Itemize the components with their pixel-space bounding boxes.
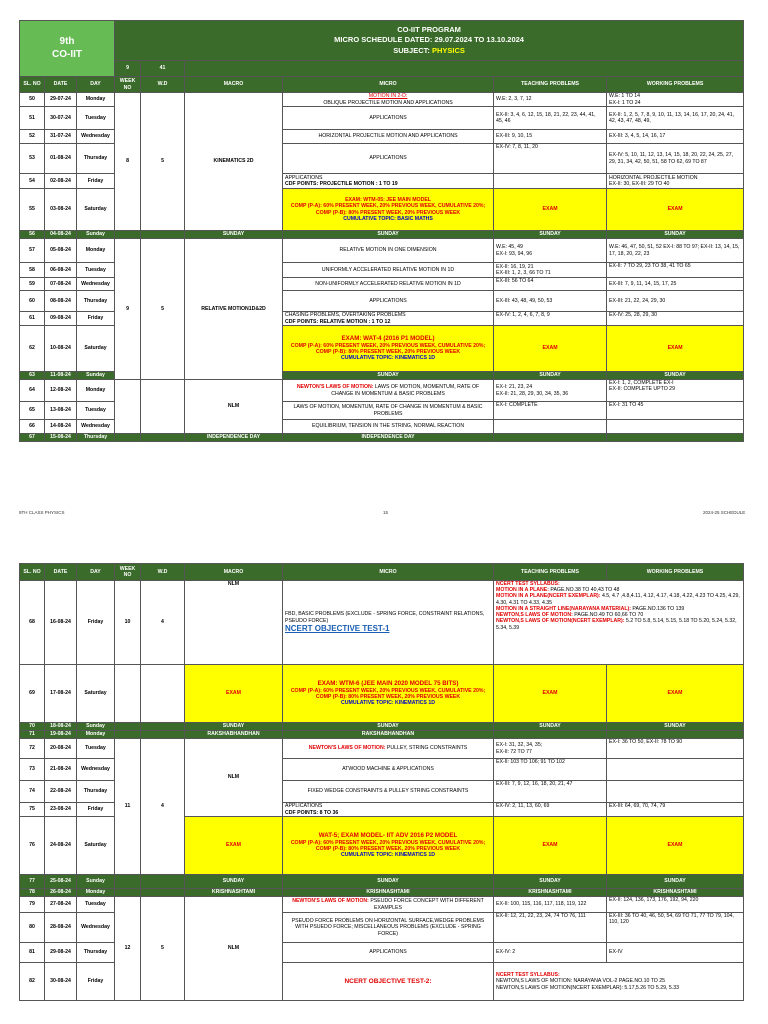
- table-cell: Sunday: [77, 875, 115, 889]
- table-cell: 64: [20, 380, 45, 402]
- table-cell: 30-08-24: [45, 963, 77, 1001]
- table-cell: 75: [20, 803, 45, 817]
- table-cell: Friday: [77, 963, 115, 1001]
- table-cell: 04-08-24: [45, 231, 77, 239]
- table-cell: 76: [20, 817, 45, 875]
- table-cell: TEACHING PROBLEMS: [494, 564, 607, 581]
- table-cell: 73: [20, 759, 45, 781]
- program-logo: 9th CO-IIT: [20, 21, 115, 77]
- table-cell: EX-IV: 1, 2, 4, 6, 7, 8, 9: [494, 312, 607, 326]
- table-cell: SL. NO: [20, 564, 45, 581]
- column-header-row: [20, 77, 744, 93]
- table-cell: Saturday: [77, 817, 115, 875]
- table-cell: [607, 420, 744, 434]
- table-cell: KRISHNASHTAMI: [494, 889, 607, 897]
- table-cell: MACRO: [185, 564, 283, 581]
- table-cell: 4: [141, 739, 185, 875]
- table-cell: EXAM: [185, 665, 283, 723]
- table-cell: SUNDAY: [494, 875, 607, 889]
- table-cell: EX-II: 12, 21, 22, 23, 24, 74 TO 76, 111: [494, 913, 607, 943]
- table-cell: EXAM: [607, 817, 744, 875]
- table-cell: LAWS OF MOTION, MOMENTUM, RATE OF CHANGE IN MOMENTUM & BASIC PROBLEMS: [283, 402, 494, 420]
- table-cell: 81: [20, 943, 45, 963]
- table-cell: 11: [115, 739, 141, 875]
- table-cell: EXAM: [494, 326, 607, 372]
- table-cell: 68: [20, 581, 45, 665]
- table-cell: 12: [115, 897, 141, 1001]
- table-cell: 54: [20, 174, 45, 189]
- table-cell: EX-II: 103 TO 106; 91 TO 102: [494, 759, 607, 781]
- table-cell: CHASING PROBLEMS, OVERTAKING PROBLEMS CDF POINTS: RELATIVE MOTION : 1 TO 12: [283, 312, 494, 326]
- table-cell: APPLICATIONS CDF POINTS: 8 TO 36: [283, 803, 494, 817]
- holiday-row: [20, 731, 744, 739]
- table-cell: WEEK NO: [115, 564, 141, 581]
- table-cell: Sunday: [77, 723, 115, 731]
- table-cell: KRISHNASHTAMI: [283, 889, 494, 897]
- table-cell: Friday: [77, 312, 115, 326]
- ncert-syllabus-2: NCERT TEST SYLLABUS: NEWTON,S LAWS OF MOTION: NARAYANA VOL-2 PAGE.NO.10 TO 25 NEWTON,S LAWS OF MOTION(NCERT EXEMPLAR): 5.17,5.26 TO 5.29, 5.33: [494, 963, 744, 1001]
- table-cell: [494, 174, 607, 189]
- footer-right: 2024-25 SCHEDULE: [703, 510, 746, 515]
- col-sl: SL. NO: [20, 77, 45, 93]
- table-cell: 29-08-24: [45, 943, 77, 963]
- table-cell: EX-III: 43, 48, 49, 50, 53: [494, 291, 607, 312]
- col-day: DAY: [77, 77, 115, 93]
- table-cell: [115, 731, 141, 739]
- table-cell: [141, 434, 185, 442]
- table-cell: APPLICATIONS: [283, 943, 494, 963]
- table-row: [20, 897, 744, 913]
- table-cell: NLM: [185, 739, 283, 817]
- holiday-row: [20, 434, 744, 442]
- table-cell: Tuesday: [77, 739, 115, 759]
- table-cell: Thursday: [77, 943, 115, 963]
- table-cell: [607, 781, 744, 803]
- table-cell: EX-I: 31, 32, 34, 35; EX-II: 72 TO 77: [494, 739, 607, 759]
- table-cell: 14-08-24: [45, 420, 77, 434]
- table-cell: EX-I: 21, 23, 24 EX-II: 21, 28, 29, 30, 34, 35, 36: [494, 380, 607, 402]
- table-cell: 03-08-24: [45, 189, 77, 231]
- col-working: WORKING PROBLEMS: [607, 77, 744, 93]
- table-cell: INDEPENDENCE DAY: [185, 434, 283, 442]
- table-cell: 25-08-24: [45, 875, 77, 889]
- table-cell: NLM: [185, 380, 283, 434]
- table-cell: Monday: [77, 239, 115, 263]
- table-cell: SUNDAY: [283, 372, 494, 380]
- table-cell: 67: [20, 434, 45, 442]
- table-cell: WORKING PROBLEMS: [607, 564, 744, 581]
- table-cell: 53: [20, 144, 45, 174]
- table-cell: RAKSHABHANDHAN: [185, 731, 283, 739]
- table-cell: 02-08-24: [45, 174, 77, 189]
- table-cell: [494, 731, 607, 739]
- table-cell: HORIZONTAL PROJECTILE MOTION EX-II: 30, EX-III: 29 TO 40: [607, 174, 744, 189]
- table-cell: 61: [20, 312, 45, 326]
- table-cell: 58: [20, 263, 45, 278]
- table-cell: [185, 61, 744, 77]
- table-cell: [494, 420, 607, 434]
- schedule-dates: MICRO SCHEDULE DATED: 29.07.2024 TO 13.10.2024: [334, 35, 524, 45]
- sunday-row: [20, 231, 744, 239]
- table-cell: EX-IV: 25, 28, 29, 30: [607, 312, 744, 326]
- table-cell: W.E: 45, 49 EX-I: 93, 94, 96: [494, 239, 607, 263]
- table-cell: SUNDAY: [494, 231, 607, 239]
- table-cell: Saturday: [77, 326, 115, 372]
- table-cell: 4: [141, 581, 185, 665]
- table-cell: Sunday: [77, 372, 115, 380]
- table-cell: EX-II: 16, 19, 21 EX-III: 1, 2, 3, 66 TO 71: [494, 263, 607, 278]
- col-wd: W.D: [141, 77, 185, 93]
- ncert-test-1-link[interactable]: NCERT OBJECTIVE TEST-1: [285, 623, 390, 633]
- table-cell: HORIZONTAL PROJECTILE MOTION AND APPLICATIONS: [283, 130, 494, 144]
- table-cell: 9: [115, 239, 141, 380]
- macro-relative: RELATIVE MOTION1D&2D: [185, 239, 283, 380]
- table-cell: [115, 231, 141, 239]
- table-cell: 10: [115, 581, 141, 665]
- table-cell: W.E: 2, 3, 7, 12: [494, 93, 607, 107]
- table-cell: FBD, BASIC PROBLEMS (EXCLUDE - SPRING FORCE, CONSTRAINT RELATIONS, PSEUDO FORCE) NCERT OBJECTIVE TEST-1: [283, 581, 494, 665]
- table-cell: 59: [20, 278, 45, 291]
- table-cell: 22-08-24: [45, 781, 77, 803]
- sunday-row: [20, 723, 744, 731]
- table-cell: [141, 231, 185, 239]
- table-cell: NEWTON'S LAWS OF MOTION: LAWS OF MOTION, MOMENTUM, RATE OF CHANGE IN MOMENTUM & BASIC PROBLEMS: [283, 380, 494, 402]
- table-cell: EQUILIBRIUM, TENSION IN THE STRING, NORMAL REACTION: [283, 420, 494, 434]
- table-cell: APPLICATIONS CDF POINTS: PROJECTILE MOTION : 1 TO 19: [283, 174, 494, 189]
- table-cell: [115, 875, 141, 889]
- program-header: [115, 21, 744, 61]
- exam-wtm6: EXAM: WTM-6 (JEE MAIN 2020 MODEL 75 BITS) COMP (P-A): 60% PRESENT WEEK, 20% PREVIOUS WEEK, CUMULATIVE 20%; COMP (P-B): 80% PRESENT WEEK, 20% PREVIOUS WEEK CUMULATIVE TOPIC: KINEMATICS 1D: [283, 665, 494, 723]
- table-cell: 23-08-24: [45, 803, 77, 817]
- table-cell: EX-III: 36 TO 40, 46, 50, 54, 69 TO 71, 77 TO 79, 104, 110, 120: [607, 913, 744, 943]
- table-cell: NLM: [185, 897, 283, 1001]
- table-cell: Monday: [77, 380, 115, 402]
- table-row: [20, 581, 744, 665]
- table-cell: EX-IV: [607, 943, 744, 963]
- table-cell: 29-07-24: [45, 93, 77, 107]
- table-cell: EX-IV: 2, 11, 13, 60, 69: [494, 803, 607, 817]
- table-cell: 09-08-24: [45, 312, 77, 326]
- table-cell: 62: [20, 326, 45, 372]
- col-week: WEEK NO: [115, 77, 141, 93]
- table-cell: RELATIVE MOTION IN ONE DIMENSION: [283, 239, 494, 263]
- table-cell: EXAM: [185, 817, 283, 875]
- table-cell: EX-II: 7 TO 29, 23 TO 38, 41 TO 65: [607, 263, 744, 278]
- table-cell: EXAM: [607, 189, 744, 231]
- col-macro: MACRO: [185, 77, 283, 93]
- table-cell: MOTION IN 2-D: OBLIQUE PROJECTILE MOTION AND APPLICATIONS: [283, 93, 494, 107]
- table-cell: 55: [20, 189, 45, 231]
- table-cell: Wednesday: [77, 913, 115, 943]
- table-cell: SUNDAY: [185, 231, 283, 239]
- table-cell: W.E: 1 TO 14 EX-I: 1 TO 24: [607, 93, 744, 107]
- table-cell: NON-UNIFORMLY ACCELERATED RELATIVE MOTION IN 1D: [283, 278, 494, 291]
- table-cell: EXAM: [494, 189, 607, 231]
- table-cell: [141, 889, 185, 897]
- holiday-row: [20, 889, 744, 897]
- table-cell: FIXED WEDGE CONSTRAINTS & PULLEY STRING CONSTRAINTS: [283, 781, 494, 803]
- table-cell: Wednesday: [77, 278, 115, 291]
- table-cell: [141, 731, 185, 739]
- table-cell: 77: [20, 875, 45, 889]
- table-cell: EXAM: [607, 326, 744, 372]
- table-cell: ATWOOD MACHINE & APPLICATIONS: [283, 759, 494, 781]
- week-total: 9: [115, 61, 141, 77]
- col-teaching: TEACHING PROBLEMS: [494, 77, 607, 93]
- table-cell: EX-III: 56 TO 64: [494, 278, 607, 291]
- table-cell: 30-07-24: [45, 107, 77, 130]
- table-cell: Monday: [77, 889, 115, 897]
- table-cell: SUNDAY: [283, 231, 494, 239]
- ncert-syllabus-1: NCERT TEST SYLLABUS: MOTION IN A PLANE: PAGE.NO.38 TO 40,43 TO 48 MOTION IN A PLANE(NCERT EXEMPLAR): 4.5, 4.7 ,4.8,4.11, 4.12, 4.17, 4.18, 4.22, 4.23 TO 4.25, 4.29, 4.30, 4.31 TO 4.33, 4.35 MOTION IN A STRAIGHT LINE(NARAYANA MATERIAL): PAGE.NO.136 TO 139 NEWTON,S LAWS OF MOTION: PAGE.NO.49 TO 60,66 TO 70 NEWTON,S LAWS OF MOTION(NCERT EXEMPLAR): 5.2 TO 5.8, 5.14, 5.15, 5.18 TO 5.20, 5.24, 5.32, 5.34, 5.39: [494, 581, 744, 665]
- table-cell: 69: [20, 665, 45, 723]
- table-cell: INDEPENDENCE DAY: [283, 434, 494, 442]
- exam-row: [20, 665, 744, 723]
- table-cell: Thursday: [77, 434, 115, 442]
- program-title: CO-IIT PROGRAM: [397, 24, 461, 34]
- table-cell: 06-08-24: [45, 263, 77, 278]
- subject-line: SUBJECT: PHYSICS: [393, 45, 465, 55]
- table-cell: EX-I: 36 TO 50, EX-II: 78 TO 90: [607, 739, 744, 759]
- footer-page: 15: [383, 510, 389, 515]
- table-cell: EX-I: 1, 2, COMPLETE EX-I EX-II: COMPLETE UPTO 29: [607, 380, 744, 402]
- table-cell: EX-IV: 5, 10, 11, 12, 13, 14, 15, 18, 20, 22, 24, 25, 27, 29, 31, 34, 42, 50, 51, 58 TO 62, 69 TO 87: [607, 144, 744, 174]
- table-cell: SUNDAY: [607, 231, 744, 239]
- table-cell: [607, 731, 744, 739]
- table-cell: UNIFORMLY ACCELERATED RELATIVE MOTION IN 1D: [283, 263, 494, 278]
- table-cell: 18-08-24: [45, 723, 77, 731]
- table-cell: [115, 723, 141, 731]
- table-cell: SUNDAY: [607, 875, 744, 889]
- table-row: [20, 93, 744, 107]
- table-cell: 63: [20, 372, 45, 380]
- table-cell: 5: [141, 93, 185, 231]
- table-cell: Thursday: [77, 781, 115, 803]
- exam-wat4: EXAM: WAT-4 (2016 P1 MODEL) COMP (P-A): 60% PRESENT WEEK, 20% PREVIOUS WEEK, CUMULATIVE 20%; COMP (P-B): 80% PRESENT WEEK, 20% PREVIOUS WEEK CUMULATIVE TOPIC: KINEMATICS 1D: [283, 326, 494, 372]
- table-cell: EX-IV: 2: [494, 943, 607, 963]
- table-cell: KRISHNASHTAMI: [185, 889, 283, 897]
- table-cell: 50: [20, 93, 45, 107]
- sunday-row: [20, 875, 744, 889]
- table-cell: 15-08-24: [45, 434, 77, 442]
- table-cell: 65: [20, 402, 45, 420]
- table-cell: EX-IV: 7, 8, 11, 20: [494, 144, 607, 174]
- table-cell: 74: [20, 781, 45, 803]
- table-cell: SUNDAY: [494, 372, 607, 380]
- table-cell: 52: [20, 130, 45, 144]
- table-cell: EX-I: COMPLETE: [494, 402, 607, 420]
- table-cell: 11-08-24: [45, 372, 77, 380]
- table-cell: NEWTON'S LAWS OF MOTION: PSEUDO FORCE CONCEPT WITH DIFFERENT EXAMPLES: [283, 897, 494, 913]
- table-cell: EX-III: 7, 9, 11, 14, 15, 17, 25: [607, 278, 744, 291]
- table-cell: 79: [20, 897, 45, 913]
- table-cell: [141, 723, 185, 731]
- table-cell: SUNDAY: [494, 723, 607, 731]
- table-cell: Wednesday: [77, 759, 115, 781]
- table-cell: Monday: [77, 731, 115, 739]
- table-cell: APPLICATIONS: [283, 144, 494, 174]
- table-cell: Friday: [77, 174, 115, 189]
- table-cell: 78: [20, 889, 45, 897]
- table-row: [20, 380, 744, 402]
- table-cell: SUNDAY: [607, 723, 744, 731]
- table-cell: [494, 434, 607, 442]
- table-cell: 56: [20, 231, 45, 239]
- table-cell: EX-III: 3, 4, 5, 14, 16, 17: [607, 130, 744, 144]
- table-cell: EX-III: 21, 22, 24, 29, 30: [607, 291, 744, 312]
- table-cell: Wednesday: [77, 130, 115, 144]
- table-cell: [115, 434, 141, 442]
- table-cell: 82: [20, 963, 45, 1001]
- table-cell: 8: [115, 93, 141, 231]
- table-cell: Tuesday: [77, 897, 115, 913]
- table-cell: 17-08-24: [45, 665, 77, 723]
- table-cell: PSEUDO FORCE PROBLEMS ON HORIZONTAL SURFACE,WEDGE PROBLEMS WITH PSUEDO FORCE; MISCELLANEOUS PROBLEMS (EXCLUDE - SPRING FORCE): [283, 913, 494, 943]
- table-cell: 51: [20, 107, 45, 130]
- table-cell: APPLICATIONS: [283, 291, 494, 312]
- table-cell: 13-08-24: [45, 402, 77, 420]
- table-row: [20, 239, 744, 263]
- table-cell: NEWTON'S LAWS OF MOTION: PULLEY, STRING CONSTRAINTS: [283, 739, 494, 759]
- table-cell: EXAM: [494, 817, 607, 875]
- table-cell: [607, 759, 744, 781]
- table-cell: EX-III: 9, 10, 15: [494, 130, 607, 144]
- exam-wat5: WAT-5; EXAM MODEL- IIT ADV 2016 P2 MODEL COMP (P-A): 60% PRESENT WEEK, 20% PREVIOUS WEEK, CUMULATIVE 20%; COMP (P-B): 80% PRESENT WEEK, 20% PREVIOUS WEEK CUMULATIVE TOPIC: KINEMATICS 1D: [283, 817, 494, 875]
- table-cell: 24-08-24: [45, 817, 77, 875]
- table-cell: [141, 380, 185, 434]
- table-cell: EX-II: 3, 4, 6, 12, 15, 18, 21, 22, 23, 44, 41, 45, 46: [494, 107, 607, 130]
- table-cell: [115, 380, 141, 434]
- table-cell: 57: [20, 239, 45, 263]
- table-cell: Tuesday: [77, 402, 115, 420]
- table-cell: 20-08-24: [45, 739, 77, 759]
- table-cell: EX-II: 100, 115, 116, 117, 118, 119, 122: [494, 897, 607, 913]
- table-cell: EX-II: 1, 2, 5, 7, 8, 9, 10, 11, 13, 14, 16, 17, 20, 24, 41, 42, 43, 47, 48, 49,: [607, 107, 744, 130]
- table-cell: Sunday: [77, 231, 115, 239]
- table-cell: EXAM: [494, 665, 607, 723]
- table-cell: 27-08-24: [45, 897, 77, 913]
- table-cell: 01-08-24: [45, 144, 77, 174]
- col-micro: MICRO: [283, 77, 494, 93]
- table-cell: DATE: [45, 564, 77, 581]
- table-cell: EXAM: [607, 665, 744, 723]
- table-cell: 12-08-24: [45, 380, 77, 402]
- table-cell: [141, 875, 185, 889]
- table-cell: 66: [20, 420, 45, 434]
- table-cell: 70: [20, 723, 45, 731]
- table-cell: Thursday: [77, 144, 115, 174]
- table-cell: KRISHNASHTAMI: [607, 889, 744, 897]
- table-cell: 71: [20, 731, 45, 739]
- column-header-row: [20, 564, 744, 581]
- table-cell: 72: [20, 739, 45, 759]
- table-cell: 5: [141, 897, 185, 1001]
- schedule-table-page-1: [19, 20, 744, 442]
- table-cell: 60: [20, 291, 45, 312]
- table-cell: SUNDAY: [185, 723, 283, 731]
- table-cell: 31-07-24: [45, 130, 77, 144]
- table-cell: 80: [20, 913, 45, 943]
- macro-kinematics: KINEMATICS 2D: [185, 93, 283, 231]
- table-cell: 19-08-24: [45, 731, 77, 739]
- table-cell: SUNDAY: [607, 372, 744, 380]
- table-cell: EX-III: 7, 9, 12, 16, 18, 20, 21, 47: [494, 781, 607, 803]
- table-cell: 10-08-24: [45, 326, 77, 372]
- table-cell: 07-08-24: [45, 278, 77, 291]
- ncert-test-2-label: NCERT OBJECTIVE TEST-2:: [283, 963, 494, 1001]
- table-cell: 05-08-24: [45, 239, 77, 263]
- table-cell: EX-II: 124, 136, 173, 176, 192, 94, 220: [607, 897, 744, 913]
- wd-total: 41: [141, 61, 185, 77]
- table-row: [20, 739, 744, 759]
- table-cell: 26-08-24: [45, 889, 77, 897]
- table-cell: [141, 665, 185, 723]
- table-cell: Thursday: [77, 291, 115, 312]
- table-cell: 16-08-24: [45, 581, 77, 665]
- table-cell: RAKSHABHANDHAN: [283, 731, 494, 739]
- table-cell: 28-08-24: [45, 913, 77, 943]
- table-cell: Friday: [77, 803, 115, 817]
- table-cell: NLM: [185, 581, 283, 665]
- table-cell: APPLICATIONS: [283, 107, 494, 130]
- table-cell: 08-08-24: [45, 291, 77, 312]
- table-cell: EX-III: 64, 69, 70, 74, 79: [607, 803, 744, 817]
- table-cell: 5: [141, 239, 185, 380]
- table-cell: [115, 889, 141, 897]
- table-cell: Tuesday: [77, 263, 115, 278]
- exam-wtm5: EXAM: WTM-05: JEE MAIN MODEL COMP (P-A): 60% PRESENT WEEK, 20% PREVIOUS WEEK, CUMULATIVE 20%; COMP (P-B): 80% PRESENT WEEK, 20% PREVIOUS WEEK CUMULATIVE TOPIC: BASIC MATHS: [283, 189, 494, 231]
- table-cell: MICRO: [283, 564, 494, 581]
- table-cell: DAY: [77, 564, 115, 581]
- table-cell: Friday: [77, 581, 115, 665]
- table-cell: EX-I: 31 TO 45: [607, 402, 744, 420]
- table-cell: 21-08-24: [45, 759, 77, 781]
- table-cell: SUNDAY: [283, 875, 494, 889]
- table-cell: Wednesday: [77, 420, 115, 434]
- table-cell: Tuesday: [77, 107, 115, 130]
- table-cell: [115, 665, 141, 723]
- table-cell: Saturday: [77, 665, 115, 723]
- table-cell: SUNDAY: [185, 875, 283, 889]
- table-cell: W.D: [141, 564, 185, 581]
- table-cell: [607, 434, 744, 442]
- table-cell: Monday: [77, 93, 115, 107]
- table-cell: SUNDAY: [283, 723, 494, 731]
- table-cell: W.E: 46, 47, 50, 51, 52 EX-I: 88 TO 97; EX-II: 13, 14, 15, 17, 18, 20, 22, 23: [607, 239, 744, 263]
- col-date: DATE: [45, 77, 77, 93]
- table-cell: Saturday: [77, 189, 115, 231]
- footer-left: 9TH CLASS PHYSICS: [19, 510, 65, 515]
- schedule-table-page-2: [19, 563, 744, 1001]
